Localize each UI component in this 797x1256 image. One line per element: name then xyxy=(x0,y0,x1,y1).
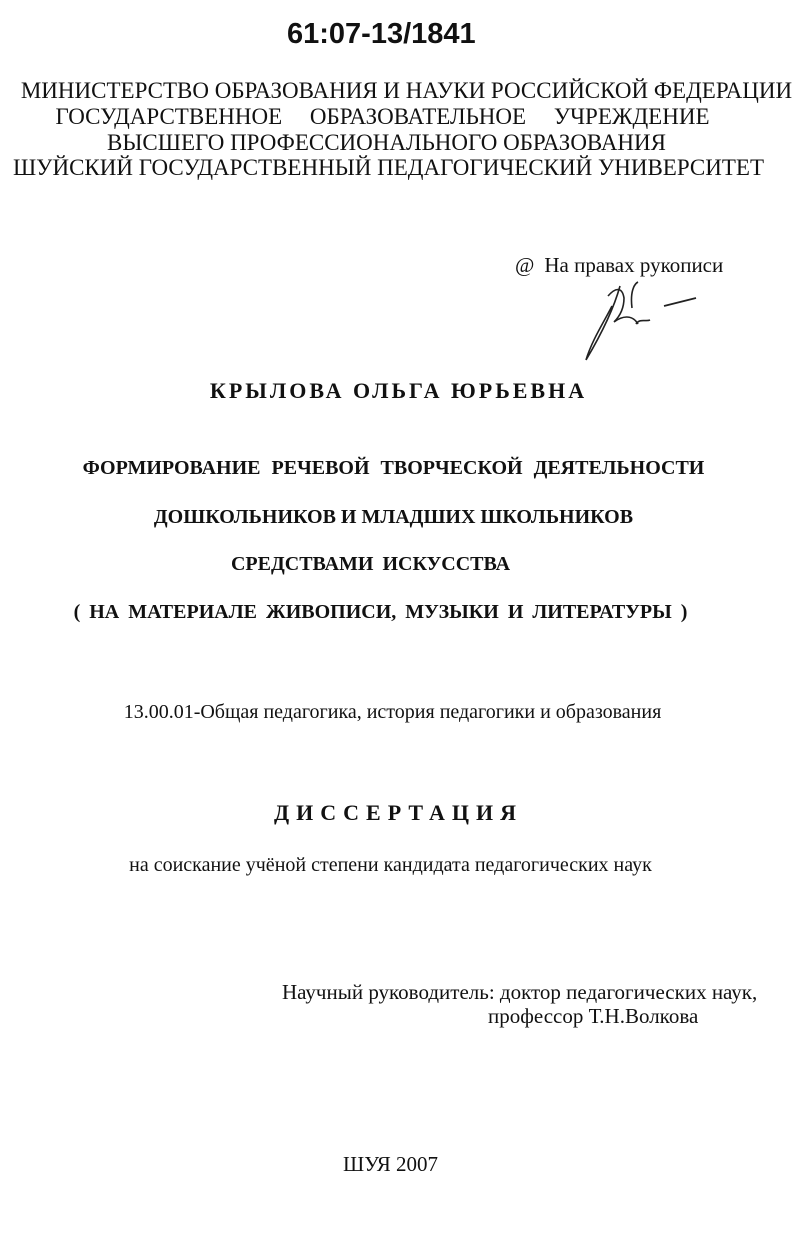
institution-line-university: ШУЙСКИЙ ГОСУДАРСТВЕННЫЙ ПЕДАГОГИЧЕСКИЙ УНИВЕРСИТЕТ xyxy=(12,155,765,180)
institution-line-higher-education: ВЫСШЕГО ПРОФЕССИОНАЛЬНОГО ОБРАЗОВАНИЯ xyxy=(107,130,666,155)
thesis-title-line-2: ДОШКОЛЬНИКОВ И МЛАДШИХ ШКОЛЬНИКОВ xyxy=(153,506,634,528)
manuscript-rights xyxy=(515,253,723,278)
thesis-title-line-3: СРЕДСТВАМИ ИСКУССТВА xyxy=(230,553,511,575)
manuscript-rights-text: На правах рукописи xyxy=(544,253,724,277)
place-and-year: ШУЯ 2007 xyxy=(343,1152,438,1176)
degree-statement: на соискание учёной степени кандидата педагогических наук xyxy=(129,854,652,876)
supervisor-line-2: профессор Т.Н.Волкова xyxy=(488,1004,699,1028)
specialty-code: 13.00.01-Общая педагогика, история педагогики и образования xyxy=(123,701,662,723)
document-type: ДИССЕРТАЦИЯ xyxy=(274,800,523,825)
at-symbol: @ xyxy=(515,253,535,277)
thesis-title-line-4: ( НА МАТЕРИАЛЕ ЖИВОПИСИ, МУЗЫКИ И ЛИТЕРАТУРЫ ) xyxy=(73,601,688,623)
supervisor-line-1: Научный руководитель: доктор педагогических наук, xyxy=(282,980,758,1004)
institution-line-state-institution: ГОСУДАРСТВЕННОЕ ОБРАЗОВАТЕЛЬНОЕ УЧРЕЖДЕНИЕ xyxy=(55,104,710,129)
author-name: КРЫЛОВА ОЛЬГА ЮРЬЕВНА xyxy=(209,378,588,403)
institution-line-ministry: МИНИСТЕРСТВО ОБРАЗОВАНИЯ И НАУКИ РОССИЙСКОЙ ФЕДЕРАЦИИ xyxy=(20,78,793,103)
thesis-title-line-1: ФОРМИРОВАНИЕ РЕЧЕВОЙ ТВОРЧЕСКОЙ ДЕЯТЕЛЬНОСТИ xyxy=(82,457,705,479)
signature xyxy=(580,278,710,368)
archive-code: 61:07-13/1841 xyxy=(287,18,476,50)
